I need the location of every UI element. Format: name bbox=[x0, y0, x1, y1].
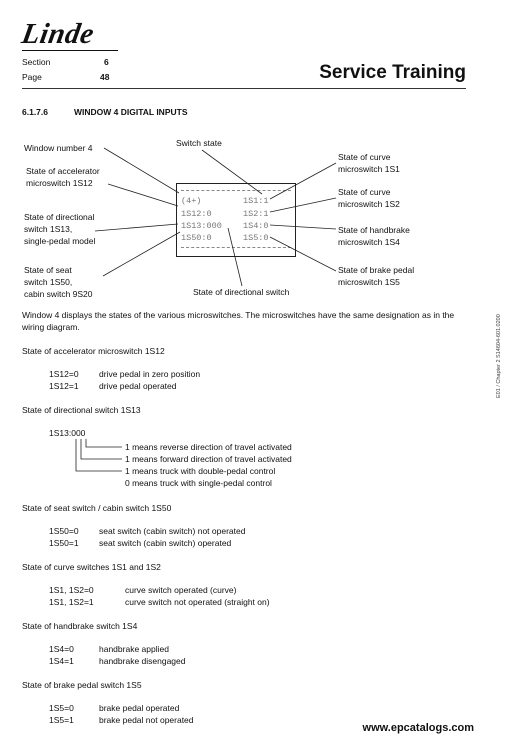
screen-row2-left: 1S12:0 bbox=[181, 209, 212, 219]
intro-paragraph: Window 4 displays the states of the various microswitches. The microswitches have the same designation as in the wiring diagram. bbox=[22, 310, 455, 332]
accel-row2-code: 1S12=1 bbox=[49, 381, 79, 391]
label-switch-state: Switch state bbox=[176, 138, 222, 148]
label-window-number: Window number 4 bbox=[24, 143, 93, 153]
label-dir-line3: single-pedal model bbox=[24, 236, 96, 246]
screen-row3-left: 1S13:000 bbox=[181, 221, 222, 231]
accel-row1-desc: drive pedal in zero position bbox=[99, 369, 201, 379]
section-label: Section bbox=[22, 57, 51, 67]
hand-row2-desc: handbrake disengaged bbox=[99, 656, 186, 666]
label-dir-line2: switch 1S13, bbox=[24, 224, 73, 234]
label-curve1-line2: microswitch 1S1 bbox=[338, 164, 400, 174]
seat-row2-desc: seat switch (cabin switch) operated bbox=[99, 538, 232, 548]
label-accel-line1: State of accelerator bbox=[26, 166, 100, 176]
service-training-title: Service Training bbox=[319, 62, 466, 83]
page-value: 48 bbox=[100, 72, 110, 82]
dir-section-title: State of directional switch 1S13 bbox=[22, 405, 141, 415]
label-curve2-line2: microswitch 1S2 bbox=[338, 199, 400, 209]
curve-row1-desc: curve switch operated (curve) bbox=[125, 585, 237, 595]
brake-row1-desc: brake pedal operated bbox=[99, 703, 180, 713]
label-curve1-line1: State of curve bbox=[338, 152, 391, 162]
label-hand-line1: State of handbrake bbox=[338, 225, 410, 235]
curve-row1-code: 1S1, 1S2=0 bbox=[49, 585, 94, 595]
label-curve2-line1: State of curve bbox=[338, 187, 391, 197]
curve-row2-desc: curve switch not operated (straight on) bbox=[125, 597, 270, 607]
curve-section-title: State of curve switches 1S1 and 1S2 bbox=[22, 562, 161, 572]
brake-row2-code: 1S5=1 bbox=[49, 715, 74, 725]
dir-code: 1S13:000 bbox=[49, 428, 86, 438]
section-value: 6 bbox=[104, 57, 109, 67]
label-hand-line2: microswitch 1S4 bbox=[338, 237, 400, 247]
label-seat-line3: cabin switch 9S20 bbox=[24, 289, 93, 299]
screen-row3-right: 1S4:0 bbox=[243, 221, 269, 231]
hand-row1-desc: handbrake applied bbox=[99, 644, 169, 654]
linde-logo: Linde bbox=[19, 18, 97, 50]
section-title: WINDOW 4 DIGITAL INPUTS bbox=[74, 107, 188, 117]
accel-section-title: State of accelerator microswitch 1S12 bbox=[22, 346, 165, 356]
label-dir-line1: State of directional bbox=[24, 212, 95, 222]
page-label: Page bbox=[22, 72, 42, 82]
screen-row1-left: (4+) bbox=[181, 196, 202, 206]
accel-row2-desc: drive pedal operated bbox=[99, 381, 177, 391]
dir-line2: 1 means forward direction of travel activated bbox=[125, 454, 292, 464]
dir-line3: 1 means truck with double-pedal control bbox=[125, 466, 276, 476]
hand-section-title: State of handbrake switch 1S4 bbox=[22, 621, 138, 631]
footer-url: www.epcatalogs.com bbox=[362, 722, 474, 734]
section-number: 6.1.7.6 bbox=[22, 107, 48, 117]
dir-line4: 0 means truck with single-pedal control bbox=[125, 478, 272, 488]
brake-row1-code: 1S5=0 bbox=[49, 703, 74, 713]
screen-row1-right: 1S1:1 bbox=[243, 196, 269, 206]
curve-row2-code: 1S1, 1S2=1 bbox=[49, 597, 94, 607]
label-brake-line2: microswitch 1S5 bbox=[338, 277, 400, 287]
label-seat-line2: switch 1S50, bbox=[24, 277, 73, 287]
label-brake-line1: State of brake pedal bbox=[338, 265, 415, 275]
screen-row4-right: 1S5:0 bbox=[243, 233, 269, 243]
label-seat-line1: State of seat bbox=[24, 265, 72, 275]
accel-row1-code: 1S12=0 bbox=[49, 369, 79, 379]
hand-row2-code: 1S4=1 bbox=[49, 656, 74, 666]
screen-row4-left: 1S50:0 bbox=[181, 233, 212, 243]
dir-line1: 1 means reverse direction of travel activated bbox=[125, 442, 292, 452]
brake-row2-desc: brake pedal not operated bbox=[99, 715, 194, 725]
brake-section-title: State of brake pedal switch 1S5 bbox=[22, 680, 142, 690]
screen-row2-right: 1S2:1 bbox=[243, 209, 269, 219]
label-accel-line2: microswitch 1S12 bbox=[26, 178, 93, 188]
seat-row2-code: 1S50=1 bbox=[49, 538, 79, 548]
seat-row1-code: 1S50=0 bbox=[49, 526, 79, 536]
hand-row1-code: 1S4=0 bbox=[49, 644, 74, 654]
label-directional-switch: State of directional switch bbox=[193, 287, 290, 297]
seat-section-title: State of seat switch / cabin switch 1S50 bbox=[22, 503, 172, 513]
seat-row1-desc: seat switch (cabin switch) not operated bbox=[99, 526, 246, 536]
side-document-reference: E01 / Chapter 2 S14604-601.0200 bbox=[496, 314, 502, 398]
